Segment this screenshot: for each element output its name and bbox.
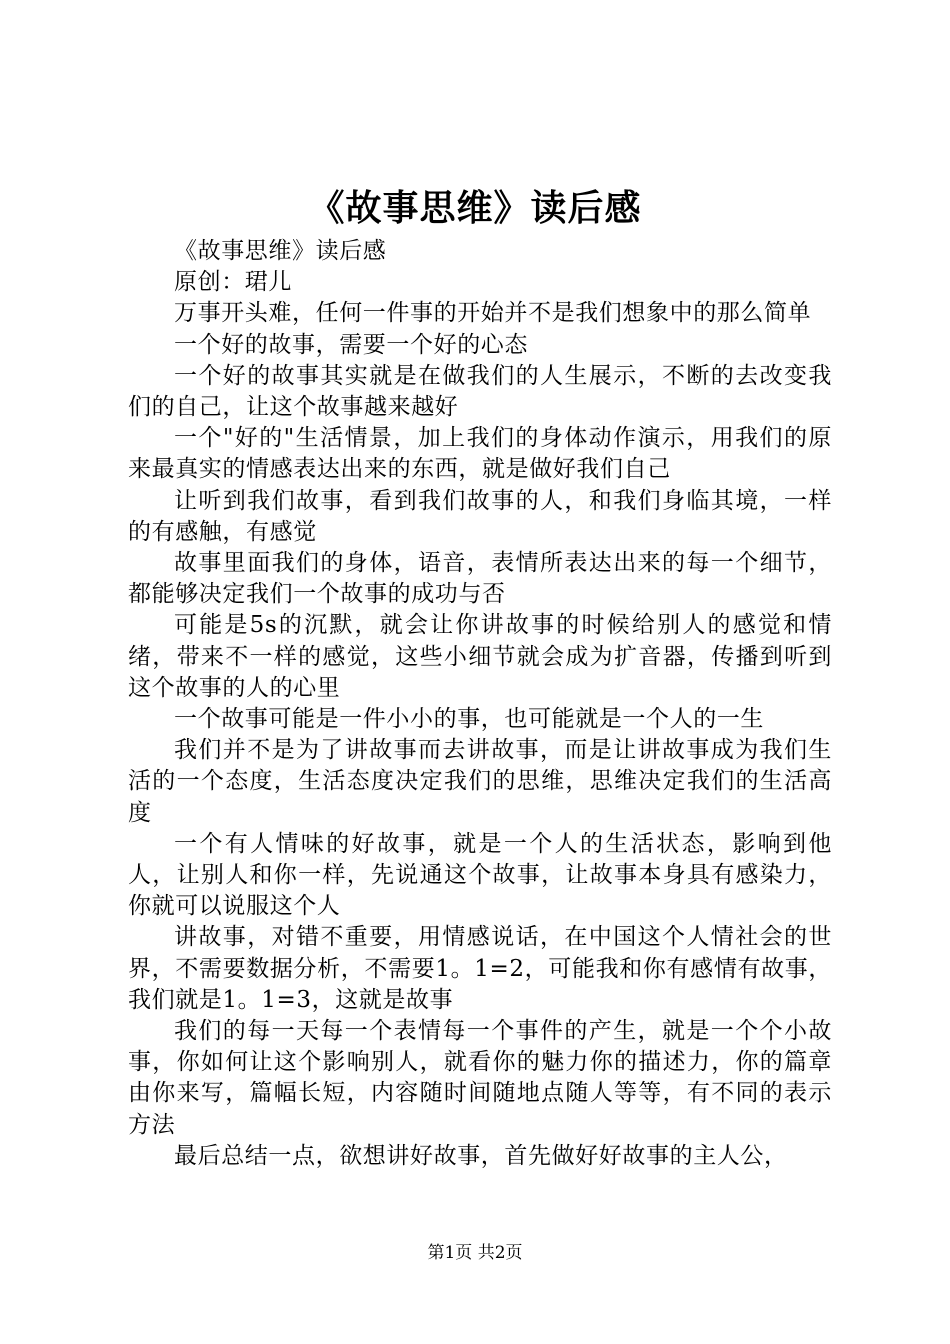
paragraph: 可能是5s的沉默，就会让你讲故事的时候给别人的感觉和情绪，带来不一样的感觉，这些小细节就会成为扩音器，传播到听到这个故事的人的心里 (128, 612, 832, 701)
paragraph: 让听到我们故事，看到我们故事的人，和我们身临其境，一样的有感触，有感觉 (128, 487, 832, 545)
paragraph: 万事开头难，任何一件事的开始并不是我们想象中的那么简单 (174, 300, 812, 327)
document-title: 《故事思维》读后感 (308, 188, 642, 229)
paragraph: 一个有人情味的好故事，就是一个人的生活状态，影响到他人，让别人和你一样，先说通这个故事，让故事本身具有感染力，你就可以说服这个人 (128, 830, 832, 920)
paragraph: 一个好的故事，需要一个好的心态 (174, 331, 528, 358)
paragraph-author: 原创：珺儿 (174, 269, 292, 296)
paragraph: 最后总结一点，欲想讲好故事，首先做好好故事的主人公， (174, 1142, 788, 1169)
page-number-footer: 第1页 共2页 (427, 1243, 523, 1263)
paragraph: 讲故事，对错不重要，用情感说话，在中国这个人情社会的世界，不需要数据分析，不需要1。1=2，可能我和你有感情有故事，我们就是1。1=3，这就是故事 (128, 924, 832, 1013)
document-body (128, 236, 832, 1172)
paragraph: 一个好的故事其实就是在做我们的人生展示，不断的去改变我们的自己，让这个故事越来越好 (128, 362, 832, 421)
paragraph: 我们的每一天每一个表情每一个事件的产生，就是一个个小故事，你如何让这个影响别人，就看你的魅力你的描述力，你的篇章由你来写，篇幅长短，内容随时间随地点随人等等，有不同的表示方法 (128, 1018, 832, 1138)
paragraph: 一个"好的"生活情景，加上我们的身体动作演示，用我们的原来最真实的情感表达出来的东西，就是做好我们自己 (128, 425, 832, 483)
paragraph-heading-repeat: 《故事思维》读后感 (174, 238, 387, 264)
paragraph: 故事里面我们的身体，语音，表情所表达出来的每一个细节，都能够决定我们一个故事的成功与否 (128, 550, 832, 608)
paragraph: 我们并不是为了讲故事而去讲故事，而是让讲故事成为我们生活的一个态度，生活态度决定我们的思维，思维决定我们的生活高度 (128, 737, 832, 826)
paragraph: 一个故事可能是一件小小的事，也可能就是一个人的一生 (174, 706, 764, 733)
